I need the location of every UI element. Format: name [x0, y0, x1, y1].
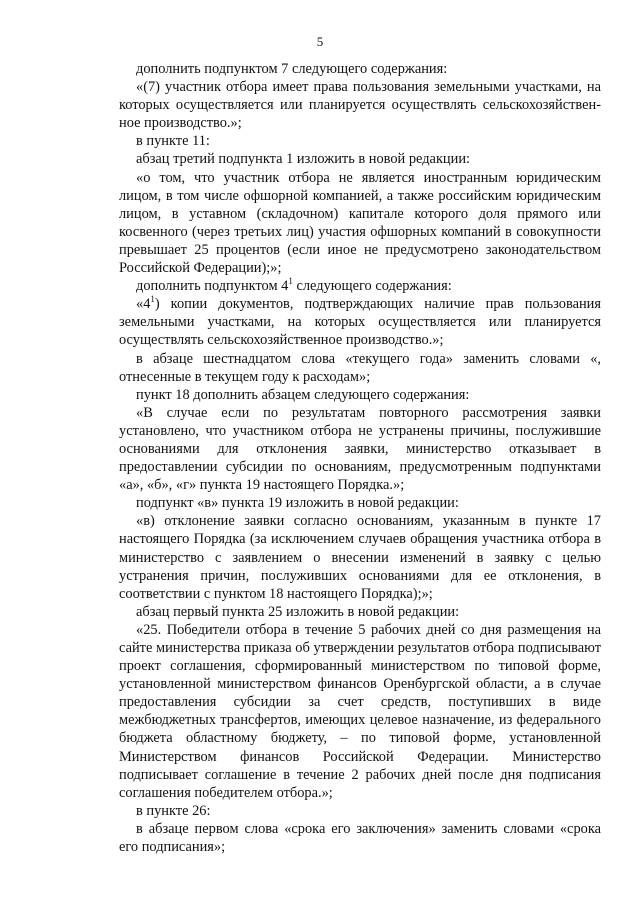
document-body: [119, 60, 601, 856]
paragraph: в абзаце первом слова «срока его заключения» заменить словами «срока его подписания»;: [119, 820, 601, 856]
paragraph: подпункт «в» пункта 19 изложить в новой редакции:: [136, 495, 459, 512]
paragraph: [119, 295, 601, 349]
text-span: ) копии документов, подтверждающих наличие прав пользования земельными участками, на которых осуществляется или планируется осуществлять сельскохозяйственное производство.»;: [119, 296, 601, 349]
text-span: дополнить подпунктом 4: [136, 278, 289, 295]
paragraph: «В случае если по результатам повторного рассмотрения заявки установлено, что участником отбора не устранены причины, послужившие основаниями для отклонения заявки, министерство отказывает в предоставлении субсидии по основаниям, предусмотренным подпунктами «а», «б», «г» пункта 19 настоящего Порядка.»;: [119, 404, 601, 494]
paragraph: в абзаце шестнадцатом слова «текущего года» заменить словами «, отнесенные в текущем году к расходам»;: [119, 350, 601, 385]
paragraph: в пункте 11:: [136, 133, 210, 150]
paragraph: «о том, что участник отбора не является иностранным юридическим лицом, в том числе офшорной компанией, а также российским юридическим лицом, в уставном (складочном) капитале которого доля прямого или косвенного (через третьих лиц) участия офшорных компаний в совокупности превышает 25 процентов (если иное не предусмотрено законодательством Российской Федерации);»;: [119, 169, 601, 277]
paragraph: «25. Победители отбора в течение 5 рабочих дней со дня размещения на сайте министерства приказа об утверждении результатов отбора подписывают проект соглашения, сформированный министерством по типовой форме, установленной министерством финансов Оренбургской области, а в случае предоставления субсидии за счет средств, поступивших в виде межбюджетных трансфертов, имеющих целевое назначение, из федерального бюджета областному бюджету, – по типовой форме, установленной Министерством финансов Российской Федерации. Министерство подписывает соглашение в течение 2 рабочих дней после дня подписания соглашения победителем отбора.»;: [119, 621, 601, 801]
page-number: 5: [316, 34, 324, 49]
text-span: «4: [136, 296, 151, 313]
paragraph: дополнить подпунктом 7 следующего содержания:: [136, 61, 448, 77]
superscript: 1: [150, 294, 155, 305]
paragraph: «(7) участник отбора имеет права пользования земельными участками, на которых осуществляется или планируется осуществлять сельскохозяйствен-ное производство.»;: [119, 79, 601, 132]
paragraph: в пункте 26:: [136, 802, 211, 819]
paragraph: пункт 18 дополнить абзацем следующего содержания:: [136, 386, 470, 403]
text-span: следующего содержания:: [292, 278, 452, 295]
paragraph: [119, 277, 601, 295]
paragraph: абзац третий подпункта 1 изложить в новой редакции:: [136, 151, 471, 168]
paragraph: «в) отклонение заявки согласно основаниям, указанным в пункте 17 настоящего Порядка (за исключением случаев обращения участника отбора в министерство с заявлением о внесении изменений в заявку с целью устранения причин, послуживших основаниями для ее отклонения, в соответствии с пунктом 18 настоящего Порядка);»;: [119, 513, 601, 602]
paragraph: абзац первый пункта 25 изложить в новой редакции:: [136, 603, 460, 620]
superscript: 1: [288, 276, 293, 287]
